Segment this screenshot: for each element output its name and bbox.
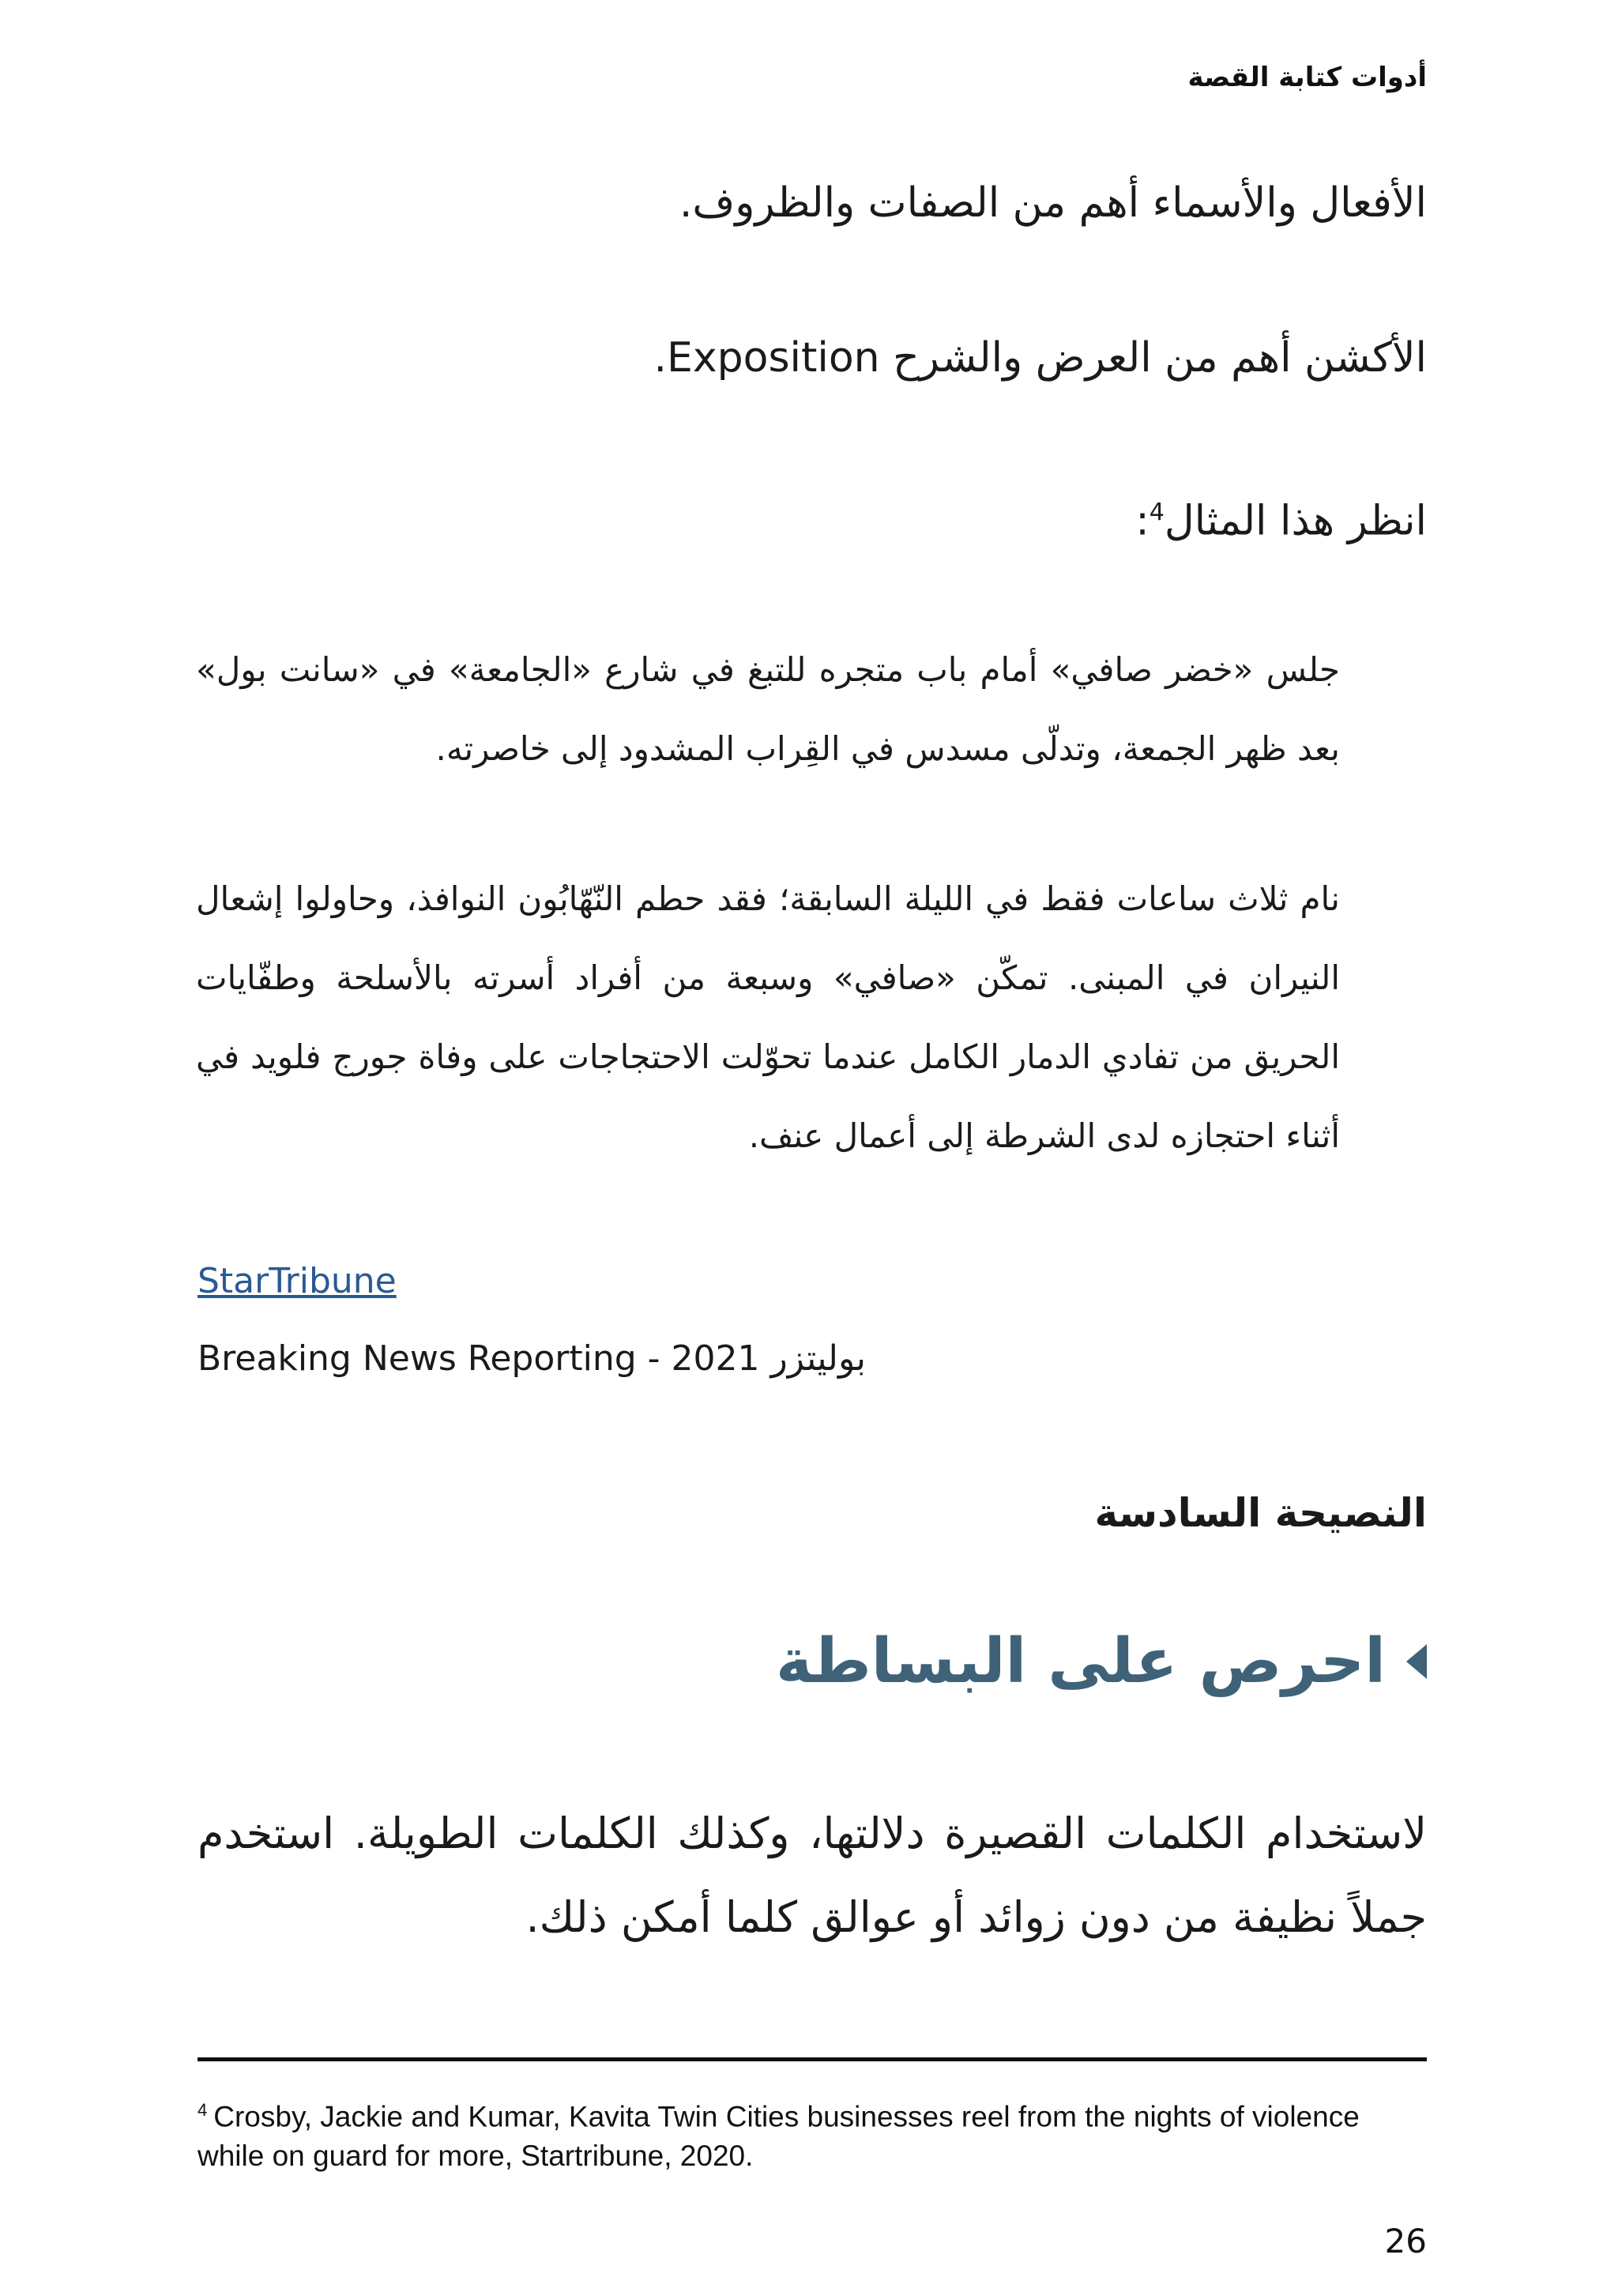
- example-intro-colon: :: [1135, 497, 1150, 545]
- footnote-reference: 4: [1149, 499, 1165, 526]
- tip-body: لاستخدام الكلمات القصيرة دلالتها، وكذلك الكلمات الطويلة. استخدم جملاً نظيفة من دون زوائد أو عوالق كلما أمكن ذلك.: [198, 1809, 1427, 1942]
- footnote-number: 4: [198, 2100, 208, 2120]
- tip-title-text: احرص على البساطة: [775, 1626, 1386, 1697]
- footnote-divider: [198, 2057, 1427, 2061]
- tip-label: النصيحة السادسة: [1094, 1490, 1427, 1536]
- footnote: [198, 2091, 1430, 2176]
- quote-paragraph-1: جلس «خضر صافي» أمام باب متجره للتبغ في شارع «الجامعة» في «سانت بول» بعد ظهر الجمعة، وتدلّى مسدس في القِراب المشدود إلى خاصرته.: [196, 650, 1340, 768]
- source-link[interactable]: StarTribune: [198, 1261, 397, 1301]
- page-number: 26: [1384, 2222, 1427, 2260]
- triangle-left-icon: [1406, 1644, 1427, 1679]
- paragraph-example-intro: [1135, 485, 1427, 548]
- quote-paragraph-2: نام ثلاث ساعات فقط في الليلة السابقة؛ فقد حطم النّهّابُون النوافذ، وحاولوا إشعال النيران في المبنى. تمكّن «صافي» وسبعة من أفراد أسرته بالأسلحة وطفّايات الحريق من تفادي الدمار الكامل عندما تحوّلت الاحتجاجات على وفاة جورج فلويد في أثناء احتجازه لدى الشرطة إلى أعمال عنف.: [196, 879, 1340, 1155]
- example-intro-text: انظر هذا المثال: [1164, 497, 1427, 545]
- paragraph-verbs-nouns: الأفعال والأسماء أهم من الصفات والظروف.: [679, 179, 1427, 227]
- footnote-text: Crosby, Jackie and Kumar, Kavita Twin Cities businesses reel from the nights of violence while on guard for more, Startribune, 2020.: [198, 2100, 1360, 2173]
- tip-title: [776, 1626, 1427, 1697]
- running-header: أدوات كتابة القصة: [1187, 62, 1427, 93]
- paragraph-action: الأكشن أهم من العرض والشرح Exposition.: [653, 334, 1427, 382]
- source-award: بوليتزر 2021 - Breaking News Reporting: [198, 1338, 866, 1379]
